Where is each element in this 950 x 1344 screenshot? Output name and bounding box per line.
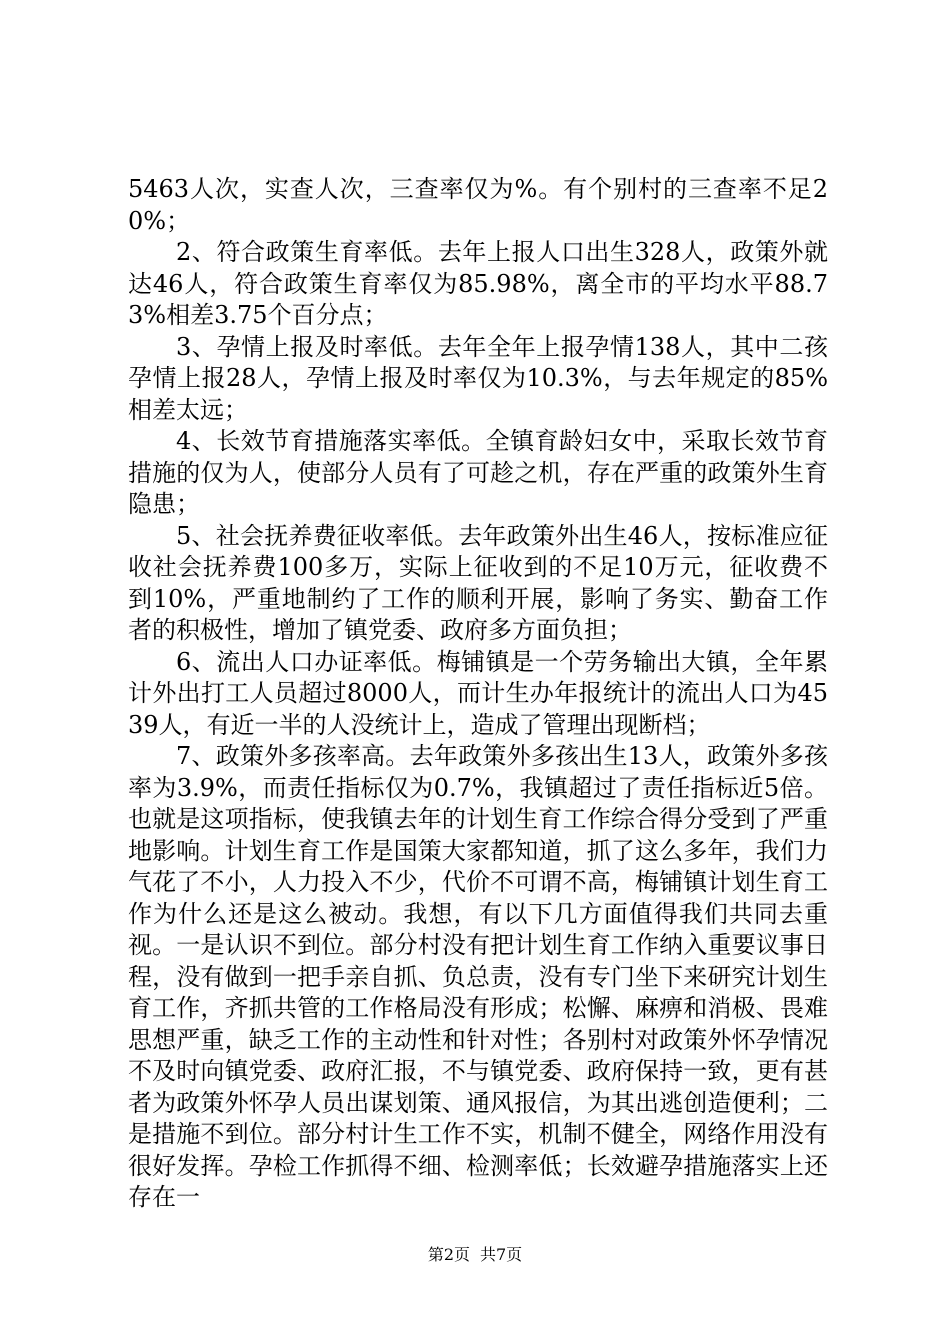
- paragraph-item-5: 5、社会抚养费征收率低。去年政策外出生46人，按标准应征收社会抚养费100多万，实际上征收到的不足10万元，征收费不到10%，严重地制约了工作的顺利开展，影响了务实、勤奋工作者的积极性，增加了镇党委、政府多方面负担；: [128, 521, 828, 644]
- paragraph-item-6: 6、流出人口办证率低。梅铺镇是一个劳务输出大镇，全年累计外出打工人员超过8000人，而计生办年报统计的流出人口为4539人，有近一半的人没统计上，造成了管理出现断档；: [128, 647, 828, 739]
- page-footer: [0, 1245, 950, 1265]
- paragraph-continuation: 5463人次，实查人次，三查率仅为%。有个别村的三查率不足20%；: [128, 175, 828, 235]
- page-number: 第2页: [427, 1245, 470, 1264]
- page-total: 共7页: [480, 1245, 523, 1264]
- document-body: [128, 174, 828, 1214]
- paragraph-item-7: 7、政策外多孩率高。去年政策外多孩出生13人，政策外多孩率为3.9%，而责任指标仅为0.7%，我镇超过了责任指标近5倍。也就是这项指标，使我镇去年的计划生育工作综合得分受到了严重地影响。计划生育工作是国策大家都知道，抓了这么多年，我们力气花了不小，人力投入不少，代价不可谓不高，梅铺镇计划生育工作为什么还是这么被动。我想，有以下几方面值得我们共同去重视。一是认识不到位。部分村没有把计划生育工作纳入重要议事日程，没有做到一把手亲自抓、负总责，没有专门坐下来研究计划生育工作，齐抓共管的工作格局没有形成；松懈、麻痹和消极、畏难思想严重，缺乏工作的主动性和针对性；各别村对政策外怀孕情况不及时向镇党委、政府汇报，不与镇党委、政府保持一致，更有甚者为政策外怀孕人员出谋划策、通风报信，为其出逃创造便利；二是措施不到位。部分村计生工作不实，机制不健全，网络作用没有很好发挥。孕检工作抓得不细、检测率低；长效避孕措施落实上还存在一: [128, 742, 828, 1211]
- paragraph-item-3: 3、孕情上报及时率低。去年全年上报孕情138人，其中二孩孕情上报28人，孕情上报及时率仅为10.3%，与去年规定的85%相差太远；: [128, 332, 828, 424]
- paragraph-item-2: 2、符合政策生育率低。去年上报人口出生328人，政策外就达46人，符合政策生育率仅为85.98%，离全市的平均水平88.73%相差3.75个百分点；: [128, 238, 828, 329]
- paragraph-item-4: 4、长效节育措施落实率低。全镇育龄妇女中，采取长效节育措施的仅为人，使部分人员有了可趁之机，存在严重的政策外生育隐患；: [128, 427, 828, 518]
